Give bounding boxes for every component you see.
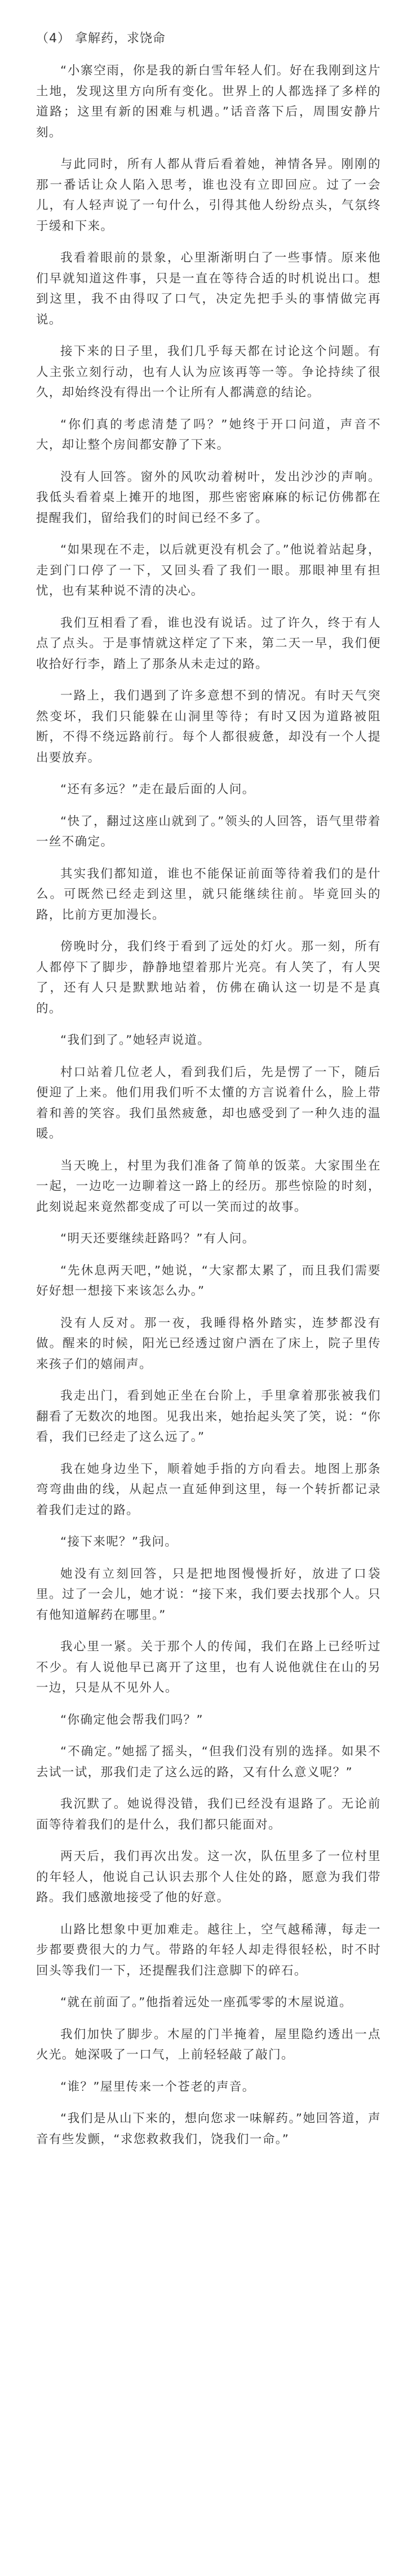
paragraph: 当天晚上，村里为我们准备了简单的饭菜。大家围坐在一起，一边吃一边聊着这一路上的经历。那些惊险的时刻，此刻说起来竟然都变成了可以一笑而过的故事。 bbox=[36, 1158, 381, 1214]
paragraph: “小寨空雨，你是我的新白雪年轻人们。好在我刚到这片土地，发现这里方向所有变化。世界上的人都选择了多样的道路；这里有新的困难与机遇。”话音落下后，周围安静片刻。 bbox=[36, 64, 381, 140]
paragraph: 我看着眼前的景象，心里渐渐明白了一些事情。原来他们早就知道这件事，只是一直在等待合适的时机说出口。想到这里，我不由得叹了口气，决定先把手头的事情做完再说。 bbox=[36, 251, 381, 327]
paragraph: 我沉默了。她说得没错，我们已经没有退路了。无论前面等待着我们的是什么，我们都只能面对。 bbox=[36, 1797, 381, 1832]
paragraph: “快了，翻过这座山就到了。”领头的人回答，语气里带着一丝不确定。 bbox=[36, 814, 381, 849]
paragraph: 没有人反对。那一夜，我睡得格外踏实，连梦都没有做。醒来的时候，阳光已经透过窗户洒在了床上，院子里传来孩子们的嬉闹声。 bbox=[36, 1316, 381, 1371]
paragraph: 我们加快了脚步。木屋的门半掩着，屋里隐约透出一点火光。她深吸了一口气，上前轻轻敲了敲门。 bbox=[36, 2027, 381, 2062]
paragraph: “不确定。”她摇了摇头，“但我们没有别的选择。如果不去试一试，那我们走了这么远的路，又有什么意义呢？” bbox=[36, 1745, 381, 1780]
paragraph: 一路上，我们遇到了许多意想不到的情况。有时天气突然变坏，我们只能躲在山洞里等待；有时又因为道路被阻断，不得不绕远路前行。每个人都很疲惫，却没有一个人提出要放弃。 bbox=[36, 689, 381, 765]
document-body bbox=[36, 61, 381, 2150]
paragraph: 她没有立刻回答，只是把地图慢慢折好，放进了口袋里。过了一会儿，她才说：“接下来，我们要去找那个人。只有他知道解药在哪里。” bbox=[36, 1566, 381, 1622]
paragraph: 傍晚时分，我们终于看到了远处的灯火。那一刻，所有人都停下了脚步，静静地望着那片光亮。有人笑了，有人哭了，还有人只是默默地站着，仿佛在确认这一切是不是真的。 bbox=[36, 940, 381, 1016]
paragraph: “谁？”屋里传来一个苍老的声音。 bbox=[60, 2079, 255, 2094]
paragraph: 山路比想象中更加难走。越往上，空气越稀薄，每走一步都要费很大的力气。带路的年轻人却走得很轻松，时不时回头等我们一下，还提醒我们注意脚下的碎石。 bbox=[36, 1922, 381, 1978]
paragraph: 我走出门，看到她正坐在台阶上，手里拿着那张被我们翻看了无数次的地图。见我出来，她抬起头笑了笑，说：“你看，我们已经走了这么远了。” bbox=[36, 1389, 381, 1444]
paragraph: 我心里一紧。关于那个人的传闻，我们在路上已经听过不少。有人说他早已离开了这里，也有人说他就住在山的另一边，只是从不见外人。 bbox=[36, 1640, 381, 1695]
paragraph: 两天后，我们再次出发。这一次，队伍里多了一位村里的年轻人，他说自己认识去那个人住处的路，愿意为我们带路。我们感激地接受了他的好意。 bbox=[36, 1849, 381, 1905]
paragraph: 与此同时，所有人都从背后看着她，神情各异。刚刚的那一番话让众人陷入思考，谁也没有立即回应。过了一会儿，有人轻声说了一句什么，引得其他人纷纷点头，气氛终于缓和下来。 bbox=[36, 157, 381, 233]
paragraph: 我们互相看了看，谁也没有说话。过了许久，终于有人点了点头。于是事情就这样定了下来，第二天一早，我们便收拾好行李，踏上了那条从未走过的路。 bbox=[36, 616, 381, 671]
paragraph: 村口站着几位老人，看到我们后，先是愣了一下，随后便迎了上来。他们用我们听不太懂的方言说着什么，脸上带着和善的笑容。我们虽然疲惫，却也感受到了一种久违的温暖。 bbox=[36, 1065, 381, 1141]
paragraph: “你确定他会帮我们吗？” bbox=[60, 1712, 204, 1727]
paragraph: “先休息两天吧，”她说，“大家都太累了，而且我们需要好好想一想接下来该怎么办。” bbox=[36, 1263, 381, 1298]
paragraph: “就在前面了。”他指着远处一座孤零零的木屋说道。 bbox=[60, 1995, 353, 2010]
paragraph: “还有多远？”走在最后面的人问。 bbox=[60, 782, 255, 796]
paragraph: “你们真的考虑清楚了吗？”她终于开口问道，声音不大，却让整个房间都安静了下来。 bbox=[36, 417, 381, 452]
paragraph: “我们到了。”她轻声说道。 bbox=[60, 1033, 211, 1047]
paragraph: “明天还要继续赶路吗？”有人问。 bbox=[60, 1232, 255, 1246]
paragraph: “接下来呢？”我问。 bbox=[60, 1535, 178, 1549]
paragraph: 其实我们都知道，谁也不能保证前面等待着我们的是什么。可既然已经走到这里，就只能继续往前。毕竟回头的路，比前方更加漫长。 bbox=[36, 866, 381, 922]
paragraph: 没有人回答。窗外的风吹动着树叶，发出沙沙的声响。我低头看着桌上摊开的地图，那些密密麻麻的标记仿佛都在提醒我们，留给我们的时间已经不多了。 bbox=[36, 470, 381, 525]
paragraph: “我们是从山下来的，想向您求一味解药。”她回答道，声音有些发颤，“求您救救我们，饶我们一命。” bbox=[36, 2112, 381, 2146]
paragraph: 接下来的日子里，我们几乎每天都在讨论这个问题。有人主张立刻行动，也有人认为应该再等一等。争论持续了很久，却始终没有得出一个让所有人都满意的结论。 bbox=[36, 344, 381, 400]
paragraph: 我在她身边坐下，顺着她手指的方向看去。地图上那条弯弯曲曲的线，从起点一直延伸到这里，每一个转折都记录着我们走过的路。 bbox=[36, 1462, 381, 1517]
chapter-title: （4） 拿解药，求饶命 bbox=[36, 32, 166, 46]
paragraph: “如果现在不走，以后就更没有机会了。”他说着站起身，走到门口停了一下，又回头看了我们一眼。那眼神里有担忧，也有某种说不清的决心。 bbox=[36, 543, 381, 598]
